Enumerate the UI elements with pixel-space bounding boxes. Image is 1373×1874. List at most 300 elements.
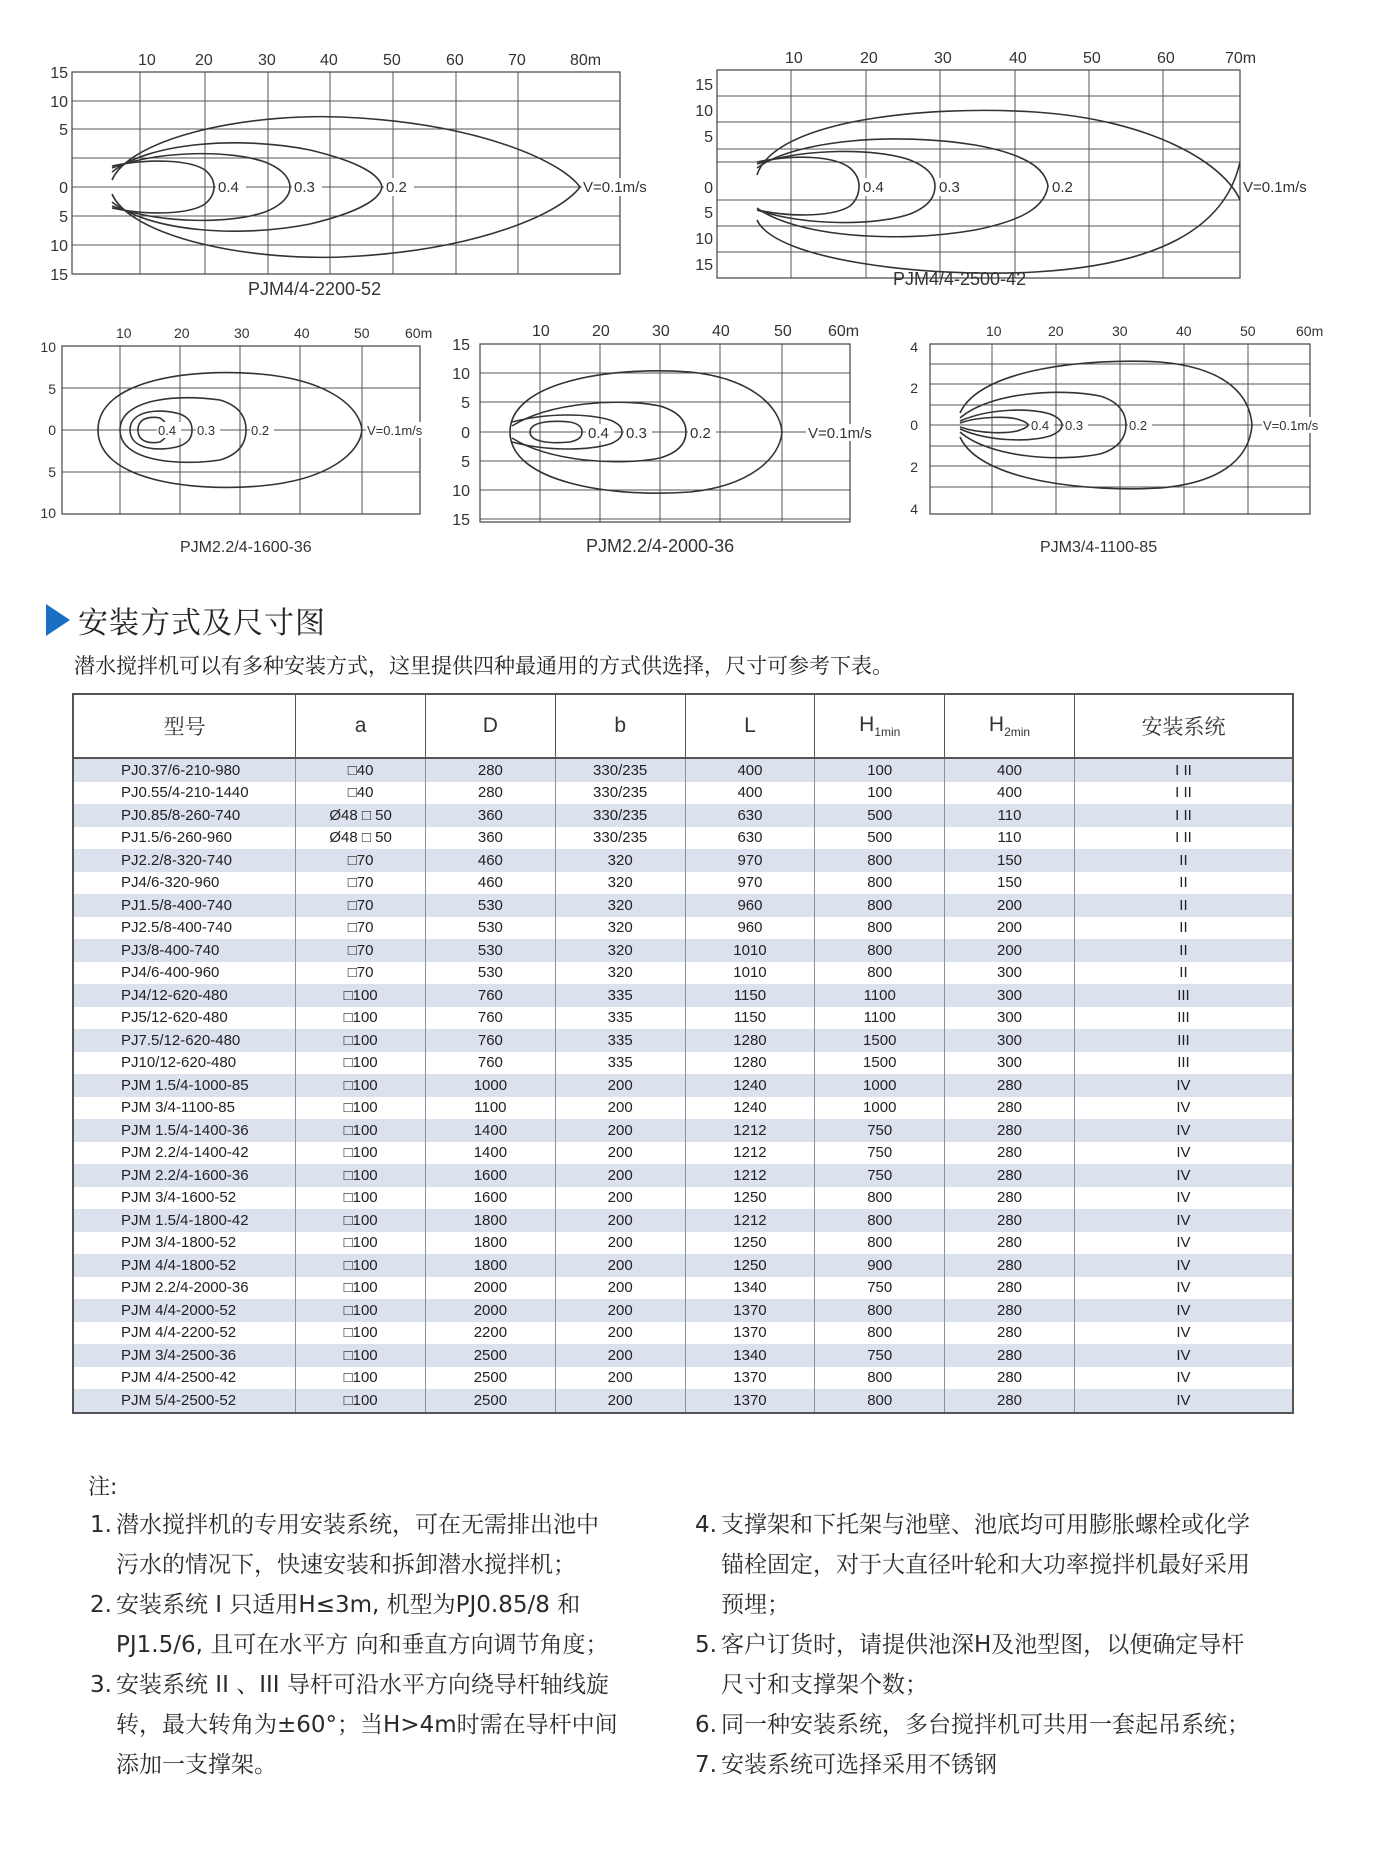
cell-a: □100 bbox=[296, 1344, 426, 1367]
y-tick: 10 bbox=[452, 366, 470, 383]
y-tick: 15 bbox=[452, 512, 470, 529]
y-tick: 0 bbox=[59, 180, 68, 197]
cell-b: 200 bbox=[555, 1074, 685, 1097]
cell-h1min: 750 bbox=[815, 1344, 945, 1367]
note-text: 安装系统 II 、III 导杆可沿水平方向绕导杆轴线旋转，最大转角为±60°；当H>4m时需在导杆中间添加一支撑架。 bbox=[116, 1672, 618, 1778]
contour-label: 0.2 bbox=[386, 179, 407, 196]
cell-l: 1250 bbox=[685, 1232, 815, 1255]
cell-a: □100 bbox=[296, 1074, 426, 1097]
cell-b: 330/235 bbox=[555, 782, 685, 805]
cell-h2min: 280 bbox=[945, 1097, 1075, 1120]
x-tick: 50 bbox=[354, 325, 370, 341]
note-number: 5. bbox=[695, 1632, 717, 1658]
section-title: 安装方式及尺寸图 bbox=[78, 606, 326, 641]
cell-a: □100 bbox=[296, 1254, 426, 1277]
x-tick: 60m bbox=[1296, 323, 1324, 339]
cell-a: Ø48 □ 50 bbox=[296, 804, 426, 827]
x-tick: 40 bbox=[712, 323, 730, 340]
cell-model: PJM 1.5/4-1800-42 bbox=[73, 1209, 296, 1232]
table-row bbox=[73, 1367, 1293, 1390]
cell-model: PJ7.5/12-620-480 bbox=[73, 1029, 296, 1052]
cell-h2min: 280 bbox=[945, 1322, 1075, 1345]
cell-d: 1100 bbox=[426, 1097, 556, 1120]
y-tick: 10 bbox=[695, 103, 713, 120]
col-header-l: L bbox=[685, 694, 815, 758]
cell-d: 530 bbox=[426, 962, 556, 985]
table-row bbox=[73, 1007, 1293, 1030]
cell-system: I II bbox=[1074, 758, 1293, 782]
cell-model: PJM 2.2/4-1600-36 bbox=[73, 1164, 296, 1187]
cell-b: 320 bbox=[555, 962, 685, 985]
note-number: 1. bbox=[90, 1512, 112, 1538]
note-text: 安装系统可选择采用不锈钢 bbox=[721, 1752, 997, 1778]
cell-model: PJM 5/4-2500-52 bbox=[73, 1389, 296, 1413]
cell-d: 2500 bbox=[426, 1344, 556, 1367]
x-tick: 50 bbox=[383, 52, 401, 69]
cell-h2min: 300 bbox=[945, 984, 1075, 1007]
cell-l: 960 bbox=[685, 894, 815, 917]
table-row bbox=[73, 1322, 1293, 1345]
cell-b: 320 bbox=[555, 917, 685, 940]
cell-system: IV bbox=[1074, 1232, 1293, 1255]
note-number: 2. bbox=[90, 1592, 112, 1618]
y-tick: 5 bbox=[59, 209, 68, 226]
cell-d: 460 bbox=[426, 849, 556, 872]
cell-h2min: 280 bbox=[945, 1299, 1075, 1322]
cell-h2min: 200 bbox=[945, 917, 1075, 940]
cell-a: □100 bbox=[296, 1142, 426, 1165]
cell-h1min: 500 bbox=[815, 827, 945, 850]
cell-l: 970 bbox=[685, 872, 815, 895]
cell-d: 2500 bbox=[426, 1389, 556, 1413]
y-tick: 5 bbox=[59, 122, 68, 139]
contour-label: 0.3 bbox=[197, 423, 216, 438]
cell-a: □100 bbox=[296, 1007, 426, 1030]
cell-system: II bbox=[1074, 962, 1293, 985]
x-tick: 60m bbox=[828, 323, 860, 340]
cell-d: 360 bbox=[426, 804, 556, 827]
cell-h2min: 200 bbox=[945, 939, 1075, 962]
cell-a: □40 bbox=[296, 782, 426, 805]
table-row bbox=[73, 758, 1293, 782]
table-row bbox=[73, 804, 1293, 827]
cell-model: PJM 3/4-2500-36 bbox=[73, 1344, 296, 1367]
contour-label: 0.2 bbox=[251, 423, 270, 438]
cell-h1min: 800 bbox=[815, 1299, 945, 1322]
cell-system: III bbox=[1074, 1029, 1293, 1052]
cell-model: PJM 4/4-1800-52 bbox=[73, 1254, 296, 1277]
cell-b: 330/235 bbox=[555, 827, 685, 850]
notes-left-column bbox=[90, 1505, 620, 1785]
cell-l: 1280 bbox=[685, 1029, 815, 1052]
table-body bbox=[73, 758, 1293, 1413]
cell-h1min: 800 bbox=[815, 872, 945, 895]
cell-b: 200 bbox=[555, 1209, 685, 1232]
table-row bbox=[73, 1142, 1293, 1165]
cell-system: III bbox=[1074, 1007, 1293, 1030]
cell-system: III bbox=[1074, 984, 1293, 1007]
cell-model: PJM 1.5/4-1000-85 bbox=[73, 1074, 296, 1097]
cell-model: PJM 2.2/4-2000-36 bbox=[73, 1277, 296, 1300]
cell-b: 200 bbox=[555, 1097, 685, 1120]
col-header-h1min: $H_{1min}$ bbox=[815, 694, 945, 758]
chart-title: PJM2.2/4-2000-36 bbox=[586, 536, 735, 556]
col-header-model: 型号 bbox=[73, 694, 296, 758]
x-tick: 30 bbox=[1112, 323, 1128, 339]
y-tick: 5 bbox=[48, 464, 56, 480]
x-tick: 60 bbox=[1157, 50, 1175, 67]
y-tick: 15 bbox=[695, 77, 713, 94]
x-tick: 10 bbox=[785, 50, 803, 67]
table-row bbox=[73, 939, 1293, 962]
cell-h1min: 100 bbox=[815, 758, 945, 782]
cell-l: 1150 bbox=[685, 984, 815, 1007]
cell-system: IV bbox=[1074, 1119, 1293, 1142]
cell-h1min: 750 bbox=[815, 1164, 945, 1187]
contour-label: 0.4 bbox=[588, 425, 609, 442]
cell-model: PJ4/6-320-960 bbox=[73, 872, 296, 895]
contour-label: 0.3 bbox=[626, 425, 647, 442]
table-row bbox=[73, 1119, 1293, 1142]
cell-h1min: 100 bbox=[815, 782, 945, 805]
y-tick: 2 bbox=[910, 459, 918, 475]
cell-l: 1212 bbox=[685, 1119, 815, 1142]
note-number: 7. bbox=[695, 1752, 717, 1778]
cell-b: 320 bbox=[555, 849, 685, 872]
contour-label: 0.3 bbox=[1065, 418, 1084, 433]
cell-a: □100 bbox=[296, 1164, 426, 1187]
cell-d: 1800 bbox=[426, 1254, 556, 1277]
cell-h2min: 300 bbox=[945, 1007, 1075, 1030]
cell-a: □100 bbox=[296, 1277, 426, 1300]
y-tick: 0 bbox=[48, 422, 56, 438]
x-tick: 20 bbox=[195, 52, 213, 69]
cell-system: I II bbox=[1074, 782, 1293, 805]
cell-l: 1340 bbox=[685, 1277, 815, 1300]
cell-d: 1400 bbox=[426, 1142, 556, 1165]
cell-d: 760 bbox=[426, 1007, 556, 1030]
cell-model: PJ0.55/4-210-1440 bbox=[73, 782, 296, 805]
cell-model: PJ1.5/8-400-740 bbox=[73, 894, 296, 917]
cell-b: 200 bbox=[555, 1254, 685, 1277]
y-tick: 5 bbox=[461, 454, 470, 471]
cell-a: □70 bbox=[296, 962, 426, 985]
note-item bbox=[695, 1505, 1255, 1625]
x-tick: 10 bbox=[986, 323, 1002, 339]
cell-d: 1400 bbox=[426, 1119, 556, 1142]
cell-b: 330/235 bbox=[555, 758, 685, 782]
cell-b: 200 bbox=[555, 1187, 685, 1210]
cell-a: □70 bbox=[296, 917, 426, 940]
y-tick: 15 bbox=[50, 267, 68, 284]
cell-b: 200 bbox=[555, 1367, 685, 1390]
cell-a: □70 bbox=[296, 849, 426, 872]
cell-h2min: 400 bbox=[945, 758, 1075, 782]
chart-title: PJM2.2/4-1600-36 bbox=[180, 539, 312, 556]
contour-label: 0.2 bbox=[1129, 418, 1148, 433]
cell-d: 2500 bbox=[426, 1367, 556, 1390]
contour-label: V=0.1m/s bbox=[1243, 179, 1307, 196]
cell-h1min: 500 bbox=[815, 804, 945, 827]
y-tick: 0 bbox=[704, 180, 713, 197]
cell-system: IV bbox=[1074, 1277, 1293, 1300]
cell-b: 200 bbox=[555, 1299, 685, 1322]
cell-a: □100 bbox=[296, 1389, 426, 1413]
table-row bbox=[73, 1277, 1293, 1300]
cell-b: 200 bbox=[555, 1142, 685, 1165]
note-number: 4. bbox=[695, 1512, 717, 1538]
cell-model: PJM 3/4-1100-85 bbox=[73, 1097, 296, 1120]
x-tick-labels bbox=[138, 52, 601, 69]
y-tick: 15 bbox=[695, 257, 713, 274]
note-text: 客户订货时，请提供池深H及池型图，以便确定导杆尺寸和支撑架个数； bbox=[721, 1632, 1245, 1698]
cell-model: PJ10/12-620-480 bbox=[73, 1052, 296, 1075]
cell-a: □100 bbox=[296, 1232, 426, 1255]
cell-a: □40 bbox=[296, 758, 426, 782]
cell-a: □70 bbox=[296, 894, 426, 917]
triangle-bullet-icon bbox=[46, 604, 70, 636]
cell-h1min: 800 bbox=[815, 1322, 945, 1345]
note-item bbox=[695, 1705, 1255, 1745]
x-tick: 40 bbox=[294, 325, 310, 341]
cell-h1min: 800 bbox=[815, 849, 945, 872]
table-row bbox=[73, 1232, 1293, 1255]
cell-d: 1800 bbox=[426, 1209, 556, 1232]
table-row bbox=[73, 1029, 1293, 1052]
y-tick: 10 bbox=[695, 231, 713, 248]
cell-l: 1010 bbox=[685, 962, 815, 985]
contour-label: V=0.1m/s bbox=[367, 423, 423, 438]
cell-d: 760 bbox=[426, 1052, 556, 1075]
cell-h2min: 300 bbox=[945, 962, 1075, 985]
cell-h1min: 1500 bbox=[815, 1052, 945, 1075]
cell-b: 330/235 bbox=[555, 804, 685, 827]
cell-l: 1250 bbox=[685, 1187, 815, 1210]
table-row bbox=[73, 1097, 1293, 1120]
cell-d: 530 bbox=[426, 894, 556, 917]
notes-right-column bbox=[695, 1505, 1255, 1785]
contour-label: V=0.1m/s bbox=[583, 179, 647, 196]
cell-l: 1240 bbox=[685, 1074, 815, 1097]
x-tick: 40 bbox=[320, 52, 338, 69]
cell-d: 760 bbox=[426, 1029, 556, 1052]
x-tick: 60m bbox=[405, 325, 433, 341]
y-tick: 5 bbox=[704, 205, 713, 222]
x-tick: 50 bbox=[774, 323, 792, 340]
cell-b: 200 bbox=[555, 1119, 685, 1142]
cell-a: □100 bbox=[296, 1209, 426, 1232]
contour-label: 0.3 bbox=[294, 179, 315, 196]
cell-system: II bbox=[1074, 939, 1293, 962]
x-tick: 60 bbox=[446, 52, 464, 69]
table-row bbox=[73, 1209, 1293, 1232]
y-tick: 15 bbox=[452, 337, 470, 354]
table-row bbox=[73, 1187, 1293, 1210]
x-tick: 20 bbox=[860, 50, 878, 67]
cell-b: 335 bbox=[555, 1029, 685, 1052]
cell-l: 1340 bbox=[685, 1344, 815, 1367]
contour-label: V=0.1m/s bbox=[808, 425, 872, 442]
cell-model: PJM 4/4-2000-52 bbox=[73, 1299, 296, 1322]
cell-system: IV bbox=[1074, 1187, 1293, 1210]
note-item bbox=[90, 1585, 620, 1665]
col-header-h2min: $H_{2min}$ bbox=[945, 694, 1075, 758]
velocity-chart-pjm4-4-2500-42 bbox=[685, 50, 1345, 300]
cell-h1min: 750 bbox=[815, 1119, 945, 1142]
cell-h2min: 110 bbox=[945, 804, 1075, 827]
cell-d: 2200 bbox=[426, 1322, 556, 1345]
cell-d: 1600 bbox=[426, 1164, 556, 1187]
x-tick: 50 bbox=[1083, 50, 1101, 67]
contour-label: 0.3 bbox=[939, 179, 960, 196]
cell-h2min: 280 bbox=[945, 1344, 1075, 1367]
x-tick: 50 bbox=[1240, 323, 1256, 339]
x-tick: 30 bbox=[234, 325, 250, 341]
col-header-b: b bbox=[555, 694, 685, 758]
cell-d: 1800 bbox=[426, 1232, 556, 1255]
cell-a: □70 bbox=[296, 872, 426, 895]
cell-a: □100 bbox=[296, 1367, 426, 1390]
cell-h1min: 800 bbox=[815, 962, 945, 985]
cell-a: □100 bbox=[296, 1299, 426, 1322]
cell-b: 335 bbox=[555, 1052, 685, 1075]
contour-label: 0.2 bbox=[1052, 179, 1073, 196]
cell-model: PJ2.5/8-400-740 bbox=[73, 917, 296, 940]
cell-b: 200 bbox=[555, 1277, 685, 1300]
y-tick: 10 bbox=[50, 94, 68, 111]
y-tick: 5 bbox=[704, 129, 713, 146]
cell-a: □100 bbox=[296, 1187, 426, 1210]
x-tick: 10 bbox=[116, 325, 132, 341]
y-tick: 0 bbox=[461, 425, 470, 442]
x-tick: 10 bbox=[532, 323, 550, 340]
cell-l: 1370 bbox=[685, 1322, 815, 1345]
y-tick: 15 bbox=[50, 65, 68, 82]
cell-a: □100 bbox=[296, 1322, 426, 1345]
cell-d: 2000 bbox=[426, 1277, 556, 1300]
y-tick-labels bbox=[50, 65, 68, 284]
x-tick: 30 bbox=[652, 323, 670, 340]
col-header-d: D bbox=[426, 694, 556, 758]
table-row bbox=[73, 1254, 1293, 1277]
cell-l: 630 bbox=[685, 827, 815, 850]
table-row bbox=[73, 962, 1293, 985]
table-row bbox=[73, 984, 1293, 1007]
x-tick: 20 bbox=[174, 325, 190, 341]
section-intro: 潜水搅拌机可以有多种安装方式，这里提供四种最通用的方式供选择，尺寸可参考下表。 bbox=[74, 654, 893, 678]
cell-b: 200 bbox=[555, 1344, 685, 1367]
dimension-table bbox=[72, 693, 1294, 1414]
table-row bbox=[73, 849, 1293, 872]
cell-b: 200 bbox=[555, 1164, 685, 1187]
velocity-chart-pjm3-4-1100-85 bbox=[900, 318, 1340, 558]
cell-h2min: 280 bbox=[945, 1254, 1075, 1277]
cell-d: 280 bbox=[426, 758, 556, 782]
cell-model: PJM 1.5/4-1400-36 bbox=[73, 1119, 296, 1142]
table-header-row bbox=[73, 694, 1293, 758]
note-text: 潜水搅拌机的专用安装系统，可在无需排出池中污水的情况下，快速安装和拆卸潜水搅拌机； bbox=[116, 1512, 599, 1578]
y-tick: 0 bbox=[910, 417, 918, 433]
x-tick: 70m bbox=[1225, 50, 1257, 67]
cell-l: 970 bbox=[685, 849, 815, 872]
x-tick: 40 bbox=[1009, 50, 1027, 67]
table-row bbox=[73, 894, 1293, 917]
cell-l: 630 bbox=[685, 804, 815, 827]
cell-h2min: 280 bbox=[945, 1119, 1075, 1142]
x-tick: 80m bbox=[570, 52, 602, 69]
cell-system: IV bbox=[1074, 1097, 1293, 1120]
table-row bbox=[73, 872, 1293, 895]
cell-l: 1280 bbox=[685, 1052, 815, 1075]
table-row bbox=[73, 1299, 1293, 1322]
cell-h2min: 300 bbox=[945, 1029, 1075, 1052]
cell-h1min: 800 bbox=[815, 1209, 945, 1232]
cell-model: PJ1.5/6-260-960 bbox=[73, 827, 296, 850]
cell-system: II bbox=[1074, 872, 1293, 895]
cell-d: 1000 bbox=[426, 1074, 556, 1097]
cell-model: PJ5/12-620-480 bbox=[73, 1007, 296, 1030]
x-tick: 70 bbox=[508, 52, 526, 69]
cell-h2min: 280 bbox=[945, 1142, 1075, 1165]
y-tick: 10 bbox=[452, 483, 470, 500]
note-text: 安装系统 I 只适用H≤3m, 机型为PJ0.85/8 和PJ1.5/6, 且可在水平方 向和垂直方向调节角度； bbox=[116, 1592, 609, 1658]
cell-h1min: 1000 bbox=[815, 1074, 945, 1097]
contour-label: V=0.1m/s bbox=[1263, 418, 1319, 433]
note-number: 6. bbox=[695, 1712, 717, 1738]
cell-a: Ø48 □ 50 bbox=[296, 827, 426, 850]
cell-system: II bbox=[1074, 894, 1293, 917]
cell-h2min: 280 bbox=[945, 1277, 1075, 1300]
cell-h2min: 280 bbox=[945, 1209, 1075, 1232]
cell-a: □70 bbox=[296, 939, 426, 962]
cell-h1min: 800 bbox=[815, 1232, 945, 1255]
contour-label: 0.4 bbox=[1031, 418, 1050, 433]
cell-d: 1600 bbox=[426, 1187, 556, 1210]
cell-h1min: 800 bbox=[815, 1389, 945, 1413]
table-row bbox=[73, 1164, 1293, 1187]
cell-b: 335 bbox=[555, 984, 685, 1007]
x-tick: 40 bbox=[1176, 323, 1192, 339]
cell-l: 1212 bbox=[685, 1142, 815, 1165]
cell-system: IV bbox=[1074, 1344, 1293, 1367]
cell-h1min: 800 bbox=[815, 917, 945, 940]
y-tick: 4 bbox=[910, 501, 918, 517]
note-text: 支撑架和下托架与池壁、池底均可用膨胀螺栓或化学锚栓固定，对于大直径叶轮和大功率搅拌机最好采用预埋； bbox=[721, 1512, 1250, 1618]
y-tick: 5 bbox=[461, 395, 470, 412]
y-tick: 4 bbox=[910, 339, 918, 355]
cell-h2min: 300 bbox=[945, 1052, 1075, 1075]
velocity-chart-pjm2-2-4-1600-36 bbox=[40, 318, 440, 558]
table-row bbox=[73, 917, 1293, 940]
y-tick: 2 bbox=[910, 380, 918, 396]
velocity-chart-pjm4-4-2200-52 bbox=[40, 50, 650, 300]
contour-label: 0.4 bbox=[863, 179, 884, 196]
note-item bbox=[695, 1745, 1255, 1785]
cell-d: 2000 bbox=[426, 1299, 556, 1322]
cell-h1min: 800 bbox=[815, 1367, 945, 1390]
cell-system: I II bbox=[1074, 804, 1293, 827]
contour-label: 0.2 bbox=[690, 425, 711, 442]
note-text: 同一种安装系统，多台搅拌机可共用一套起吊系统； bbox=[721, 1712, 1250, 1738]
cell-system: IV bbox=[1074, 1254, 1293, 1277]
cell-h1min: 750 bbox=[815, 1142, 945, 1165]
cell-d: 760 bbox=[426, 984, 556, 1007]
y-tick: 10 bbox=[40, 339, 56, 355]
note-item bbox=[90, 1505, 620, 1585]
x-tick: 10 bbox=[138, 52, 156, 69]
cell-system: I II bbox=[1074, 827, 1293, 850]
notes-title: 注: bbox=[88, 1475, 118, 1500]
